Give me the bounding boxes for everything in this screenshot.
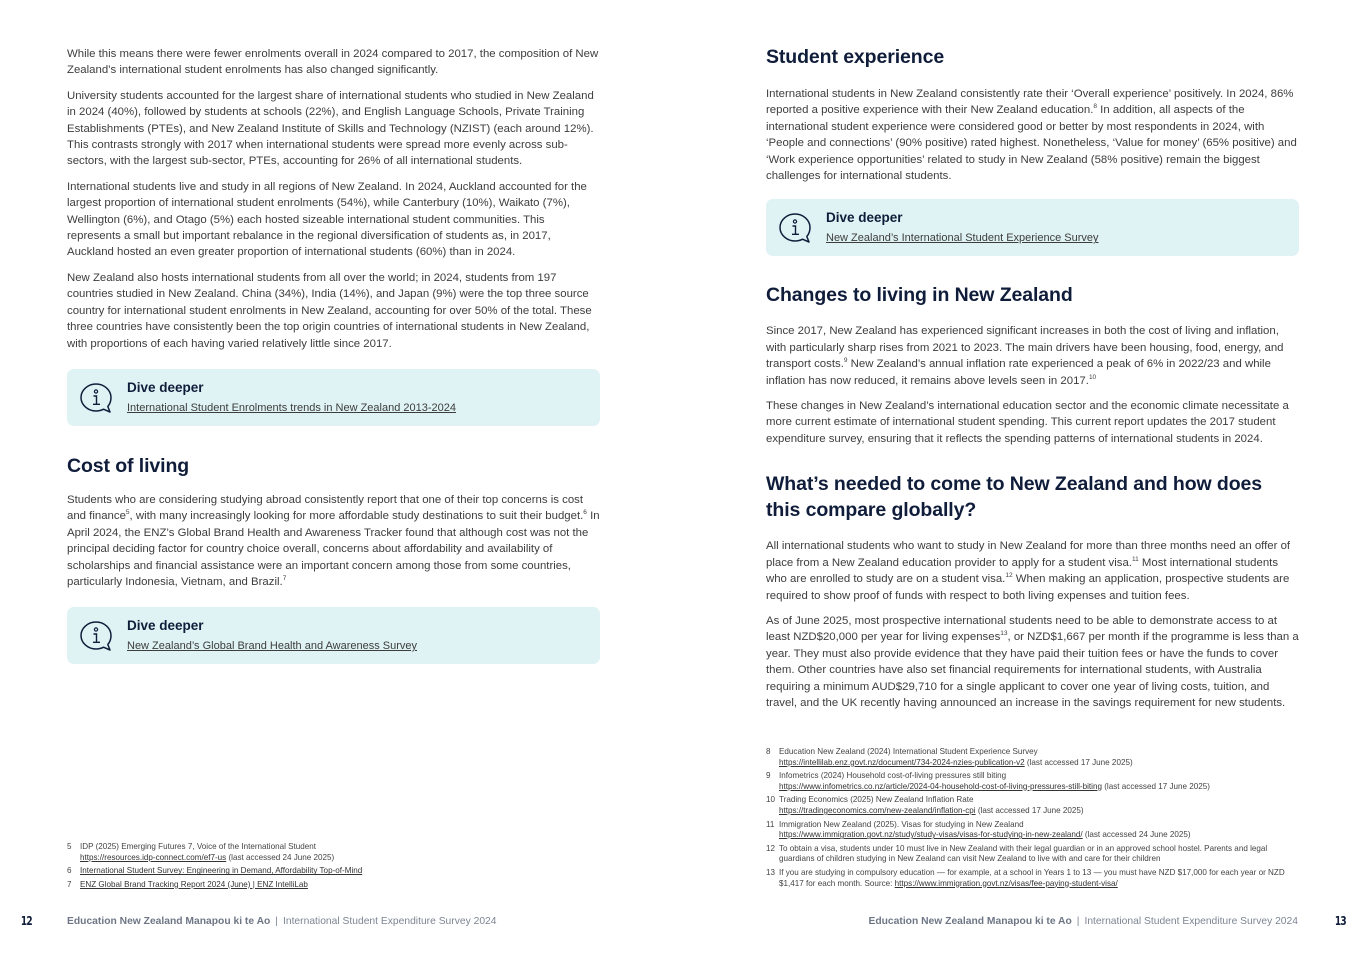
right-column [766,44,1299,720]
footnote-ref-11[interactable]: 11 [1131,555,1139,563]
footnote-ref-10[interactable]: 10 [1088,373,1097,381]
paragraph-cost-of-living [67,492,600,590]
text: , with many increasingly looking for more affordable study destinations to suit their budget. [129,510,584,523]
text: New Zealand’s annual inflation rate experienced a peak of 6% in 2022/23 and while inflation has now reduced, it remains above levels seen in 2017. [766,358,1271,387]
footer-separator: | [275,916,278,927]
footnote-7 [67,880,627,891]
footnote-ref-9[interactable]: 9 [843,357,848,365]
page-number: 13 [1335,914,1347,928]
footnotes-right [766,747,1326,892]
footnote-text: Infometrics (2024) Household cost-of-living pressures still biting [779,771,1007,781]
footnote-link[interactable]: https://www.immigration.govt.nz/study/study-visas/visas-for-studying-in-new-zealand/ [779,830,1083,840]
footnote-text: Immigration New Zealand (2025). Visas for studying in New Zealand [779,819,1024,829]
footnote-link[interactable]: https://www.immigration.govt.nz/visas/fee-paying-student-visa/ [894,878,1118,888]
footer-org: Education New Zealand Manapou ki te Ao [67,916,271,927]
text: Students who are considering studying abroad consistently report that one of their top concerns is cost and finance [67,493,584,523]
footnote-ref-12[interactable]: 12 [1005,572,1013,580]
footnote-link[interactable]: https://tradingeconomics.com/new-zealand/inflation-cpi [779,805,976,815]
footnote-suffix: (last accessed 24 June 2025) [226,852,335,862]
footnote-ref-7[interactable]: 7 [282,574,287,582]
footnote-6 [67,866,627,877]
footnote-13 [766,868,1299,889]
footnote-11 [766,820,1326,841]
page-number: 12 [20,914,32,928]
info-speech-bubble-icon [79,382,113,414]
footnote-link[interactable]: https://resources.idp-connect.com/ef7-us [80,852,227,862]
footnote-number: 5 [67,842,72,851]
info-speech-bubble-icon [79,620,113,652]
section-heading-whats-needed: What’s needed to come to New Zealand and how does this compare globally? [766,473,1263,522]
text: All international students who want to study in New Zealand for more than three months need an offer of place from a New Zealand education provider to apply for a student visa. [766,540,1291,569]
callout-link-brand-health-survey[interactable]: New Zealand’s Global Brand Health and Awareness Survey [127,640,418,653]
paragraph: International students live and study in all regions of New Zealand. In 2024, Auckland accounted for the largest proportion of international student enrolments (54%), while Canterbury (10%), Waikato (7%), Wellington (6%), and Otago (5%) each hosted sizeable international student communities. This represents a small but important rebalance in the regional diversification of students as, in 2017, Auckland hosted an even greater proportion of international students (60%) than in 2024. [67,180,587,259]
footnote-suffix: (last accessed 17 June 2025) [1024,757,1133,767]
footnote-text: If you are studying in compulsory education — for example, at a school in Years 1 to 13 — you must have NZD $17,000 for each year or NZD $1,417 for each month. Source: [779,867,1285,888]
left-column [67,46,600,664]
footnote-suffix: (last accessed 17 June 2025) [1101,781,1210,791]
callout-title: Dive deeper [826,210,903,226]
footnote-ref-13[interactable]: 13 [1000,630,1008,638]
footnote-number: 9 [766,771,771,781]
dive-deeper-callout [766,199,1299,256]
footnote-suffix: (last accessed 17 June 2025) [975,805,1084,815]
paragraph-student-experience [766,86,1299,184]
footer-separator: | [1076,916,1080,927]
callout-title: Dive deeper [127,379,204,395]
text: As of June 2025, most prospective international students need to be able to demonstrate access to at least NZD$20,000 per year for living expenses [766,614,1277,644]
footnote-suffix: (last accessed 24 June 2025) [1082,830,1191,840]
footnote-text: Trading Economics (2025) New Zealand Inflation Rate [779,795,974,805]
paragraph: These changes in New Zealand’s international education sector and the economic climate necessitate a more current estimate of international student spending. This current report updates the 2017 student expenditure survey, ensuring that it reflects the spending patterns of international students in 2024. [766,400,1289,445]
footnote-link[interactable]: https://intellilab.enz.govt.nz/document/734-2024-nzies-publication-v2 [779,757,1025,767]
text: In addition, all aspects of the international student experience were considered good or better by most respondents in 2024, with ‘People and connections’ (90% positive) rated highest. Nonetheless, ‘Value for money’ (65% positive) and ‘Work experience opportunities’ related to study in New Zealand (58% positive) remain the biggest challenges for international students. [766,104,1297,183]
footnote-number: 13 [766,867,776,877]
section-heading-changes-to-living: Changes to living in New Zealand [766,284,1073,307]
footnote-number: 8 [766,747,771,756]
page-left [0,0,682,955]
footnote-12 [766,844,1299,865]
footnote-number: 11 [766,819,775,829]
text: Since 2017, New Zealand has experienced significant increases in both the cost of living and inflation, with particularly sharp rises from 2021 to 2023. The main drivers have been housing, food, energy, and transport costs. [766,325,1284,371]
dive-deeper-callout [67,369,600,426]
footnote-number: 7 [67,879,72,889]
footnote-8 [766,747,1326,768]
footnote-text: To obtain a visa, students under 10 must live in New Zealand with their legal guardian or in an approved school hostel. Parents and legal guardians of children studying in New Zealand can visit New Zealand to live with and care for their children [779,843,1268,864]
footnote-5 [67,842,627,863]
text: , or NZD$1,667 per month if the programme is less than a year. They must also provide evidence that they have paid their tuition fees or have the funds to cover them. Other countries have also set financial requirements for international students, with Australia requiring a minimum AUD$29,710 for a single applicant to cover one year of living costs, tuition, and travel, and the UK recently having announced an increase in the savings requirement for new students. [766,631,1299,709]
paragraph: While this means there were fewer enrolments overall in 2024 compared to 2017, the composition of New Zealand’s international student enrolments has also changed significantly. [67,48,599,77]
footnote-ref-6[interactable]: 6 [583,509,587,517]
footnotes-left [67,842,627,893]
footnote-number: 10 [766,795,776,805]
section-heading-student-experience: Student experience [766,46,945,68]
callout-link-experience-survey[interactable]: New Zealand’s International Student Experience Survey [826,232,1099,245]
dive-deeper-callout [67,607,600,664]
page-right [683,0,1365,955]
footer-org: Education New Zealand Manapou ki te Ao [868,916,1072,927]
callout-link-enrolments-trends[interactable]: International Student Enrolments trends in New Zealand 2013-2024 [127,401,456,414]
info-speech-bubble-icon [778,212,812,244]
footnote-link[interactable]: International Student Survey: Engineering in Demand, Affordability Top-of-Mind [80,866,363,876]
text: When making an application, prospective students are required to show proof of funds with respect to both living expenses and tuition fees. [766,573,1290,602]
page-footer [868,916,1298,927]
section-heading-cost-of-living: Cost of living [67,454,190,477]
footer-title: International Student Expenditure Survey 2024 [1084,916,1298,927]
footnote-number: 12 [766,843,776,853]
paragraph-funds [766,613,1299,711]
paragraph: New Zealand also hosts international students from all over the world; in 2024, students from 197 countries studied in New Zealand. China (34%), India (14%), and Japan (9%) were the top three source country for international student enrolments in New Zealand, accounting for over 50% of the total. These three countries have consistently been the top origin countries of international students in New Zealand, with proportions of each having varied relatively little since 2017. [67,271,592,350]
footnote-text: Education New Zealand (2024) International Student Experience Survey [779,747,1038,756]
footnote-9 [766,771,1326,792]
footnote-number: 6 [67,866,72,876]
footnote-ref-5[interactable]: 5 [125,509,130,517]
paragraph: University students accounted for the largest share of international students who studied in New Zealand in 2024 (40%), followed by students at schools (22%), and English Language Schools, Private Training Establishments (PTEs), and New Zealand Institute of Skills and Technology (NZIST) (each around 12%). This contrasts strongly with 2017 when international students were spread more evenly across sub-sectors, with the largest sub-sector, PTEs, accounting for 26% of all international students. [67,89,594,168]
text: Most international students who are enrolled to study are on a student visa. [766,556,1279,586]
paragraph-visa [766,538,1299,604]
text: In April 2024, the ENZ’s Global Brand Health and Awareness Tracker found that although cost was not the principal deciding factor for country choice overall, concerns about affordability and availability of scholarships and financial assistance were an important concern among those from some countries, particularly Indonesia, Vietnam, and Brazil. [67,510,600,588]
callout-title: Dive deeper [127,618,204,634]
footnote-text: IDP (2025) Emerging Futures 7, Voice of the International Student [80,842,317,851]
footnote-10 [766,795,1326,816]
footer-title: International Student Expenditure Survey 2024 [282,916,497,927]
page-footer [67,916,497,927]
paragraph-changes [766,323,1299,389]
footnote-ref-8[interactable]: 8 [1093,103,1097,111]
text: International students in New Zealand consistently rate their ‘Overall experience’ positively. In 2024, 86% reported a positive experience with their New Zealand education. [766,88,1294,117]
footnote-link[interactable]: ENZ Global Brand Tracking Report 2024 (June) | ENZ IntelliLab [80,879,308,889]
footnote-link[interactable]: https://www.infometrics.co.nz/article/2024-04-household-cost-of-living-pressures-still-biting [779,781,1102,791]
